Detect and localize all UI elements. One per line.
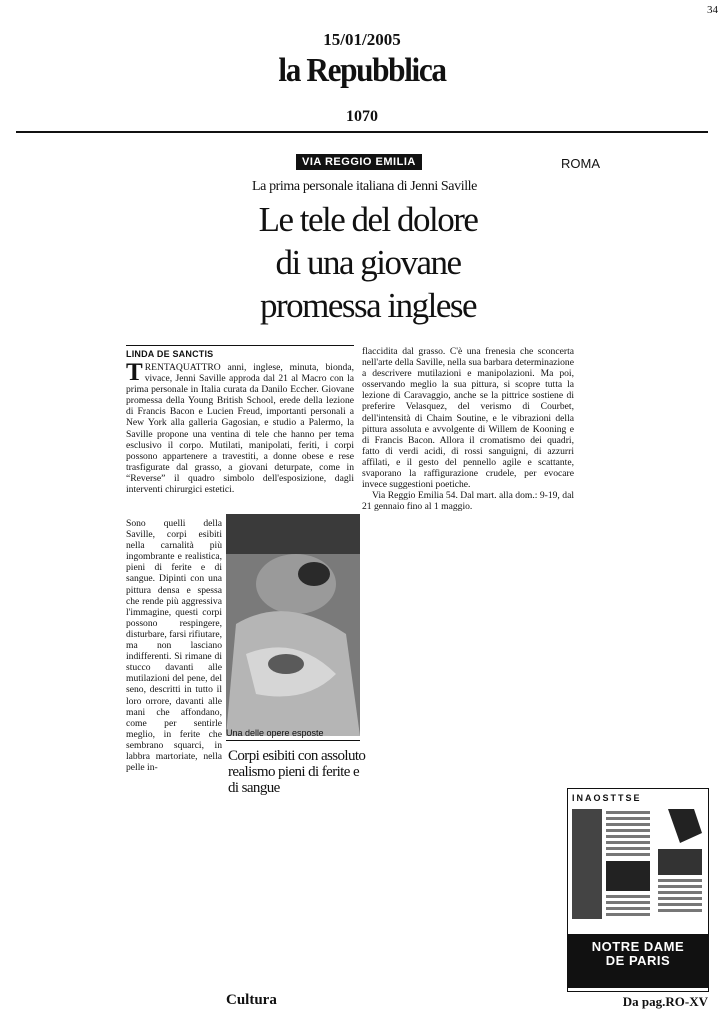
- article-column-1: [126, 359, 354, 496]
- article-column-3: [362, 346, 574, 512]
- city-label: ROMA: [561, 156, 600, 171]
- source-page: Da pag.RO-XV: [622, 994, 708, 1009]
- clipping-date: 15/01/2005: [323, 30, 401, 49]
- drop-cap: T: [126, 359, 143, 386]
- advert-title-line-1: NOTRE DAME: [591, 939, 685, 954]
- newspaper-masthead: la Repubblica: [278, 52, 446, 89]
- headline-line-1: Le tele del dolore: [258, 200, 478, 239]
- subheadline: La prima personale italiana di Jenni Saville: [252, 179, 477, 194]
- article-column-2: [126, 518, 222, 773]
- article-text-1: RENTAQUATTRO anni, inglese, minuta, bionda, vivace, Jenni Saville approda dal 21 al Macro con la prima personale in Italia curata da Danilo Eccher. Giovane promessa della Young British School, erede della lezione di Francis Bacon e Lucien Freud, importanti personali a New York alla galleria Gagosian, e studio a Palermo, la Saville propone una ventina di tele che hanno per tema esclusivo il corpo. Mutilati, manipolati, feriti, i corpi possono appartenere a travestiti, a donne obese e rese trasfigurate dal grasso, a giovani deturpate, come in “Reverse” il quadro simbolo dell'esposizione, dagli interventi chirurgici estetici.: [126, 362, 354, 496]
- artwork-photo: [226, 514, 360, 736]
- header-divider: [16, 131, 708, 133]
- artwork-image: [226, 514, 360, 736]
- advert-banner: [568, 934, 708, 988]
- headline-line-3: promessa inglese: [259, 286, 477, 325]
- article-text-2: Sono quelli della Saville, corpi esibiti nella carnalità più ingombrante e realistica, pieni di ferite e di sangue. Dipinti con una pittura densa e spessa che rende più aggressiva l'immagine, questi corpi possono respingere, disturbare, farsi rifiutare, ma non lasciano indifferenti. Si rimane di stucco davanti alle mutilazioni del pene, del seno, descritti in tutto il loro orrore, davanti alle mani che affondano, come per sentirle meglio, in ferite che sembrano squarci, in labbra martoriate, nella pelle in-: [126, 518, 222, 774]
- clipping-code: 1070: [346, 108, 378, 125]
- section-kicker: VIA REGGIO EMILIA: [296, 154, 422, 170]
- advert-thumbnail: [567, 788, 709, 992]
- byline-divider: [126, 345, 354, 346]
- pull-quote: Corpi esibiti con assoluto realismo pieni di ferite e di sangue: [228, 748, 366, 796]
- exhibition-info: Via Reggio Emilia 54. Dal mart. alla dom.: 9-19, dal 21 gennaio fino al 1 maggio.: [362, 490, 574, 513]
- advert-graphics: [568, 803, 708, 933]
- photo-caption: Una delle opere esposte: [226, 728, 360, 741]
- page-number: 34: [707, 4, 718, 16]
- article-text-3: flaccidita dal grasso. C'è una frenesia che sconcerta nell'arte della Saville, nella sua barbara determinazione a descrivere mutilazioni e manipolazioni. Ma poi, osservando meglio la sua pittura, si scopre tutta la lezione di Caravaggio, anche se la pittrice sostiene di preferire Velasquez, del verismo di Courbet, dell'intensità di Chaim Soutine, e le vibrazioni della pittura assoluta e avvolgente di Willem de Kooning e di Francis Bacon. Allora il cromatismo dei quadri, fatto di verdi acidi, di rossi sanguigni, di azzurri affilati, e il gesto del pennello agile e scattante, svaporano la raffigurazione crudele, per evocare invece suggestioni poetiche.: [362, 346, 574, 491]
- advert-header: INAOSTTSE: [572, 793, 642, 803]
- advert-title-line-2: DE PARIS: [605, 953, 671, 968]
- byline: LINDA DE SANCTIS: [126, 349, 214, 359]
- headline-line-2: di una giovane: [275, 243, 461, 282]
- headline: [248, 198, 488, 327]
- section-label: Cultura: [226, 992, 277, 1008]
